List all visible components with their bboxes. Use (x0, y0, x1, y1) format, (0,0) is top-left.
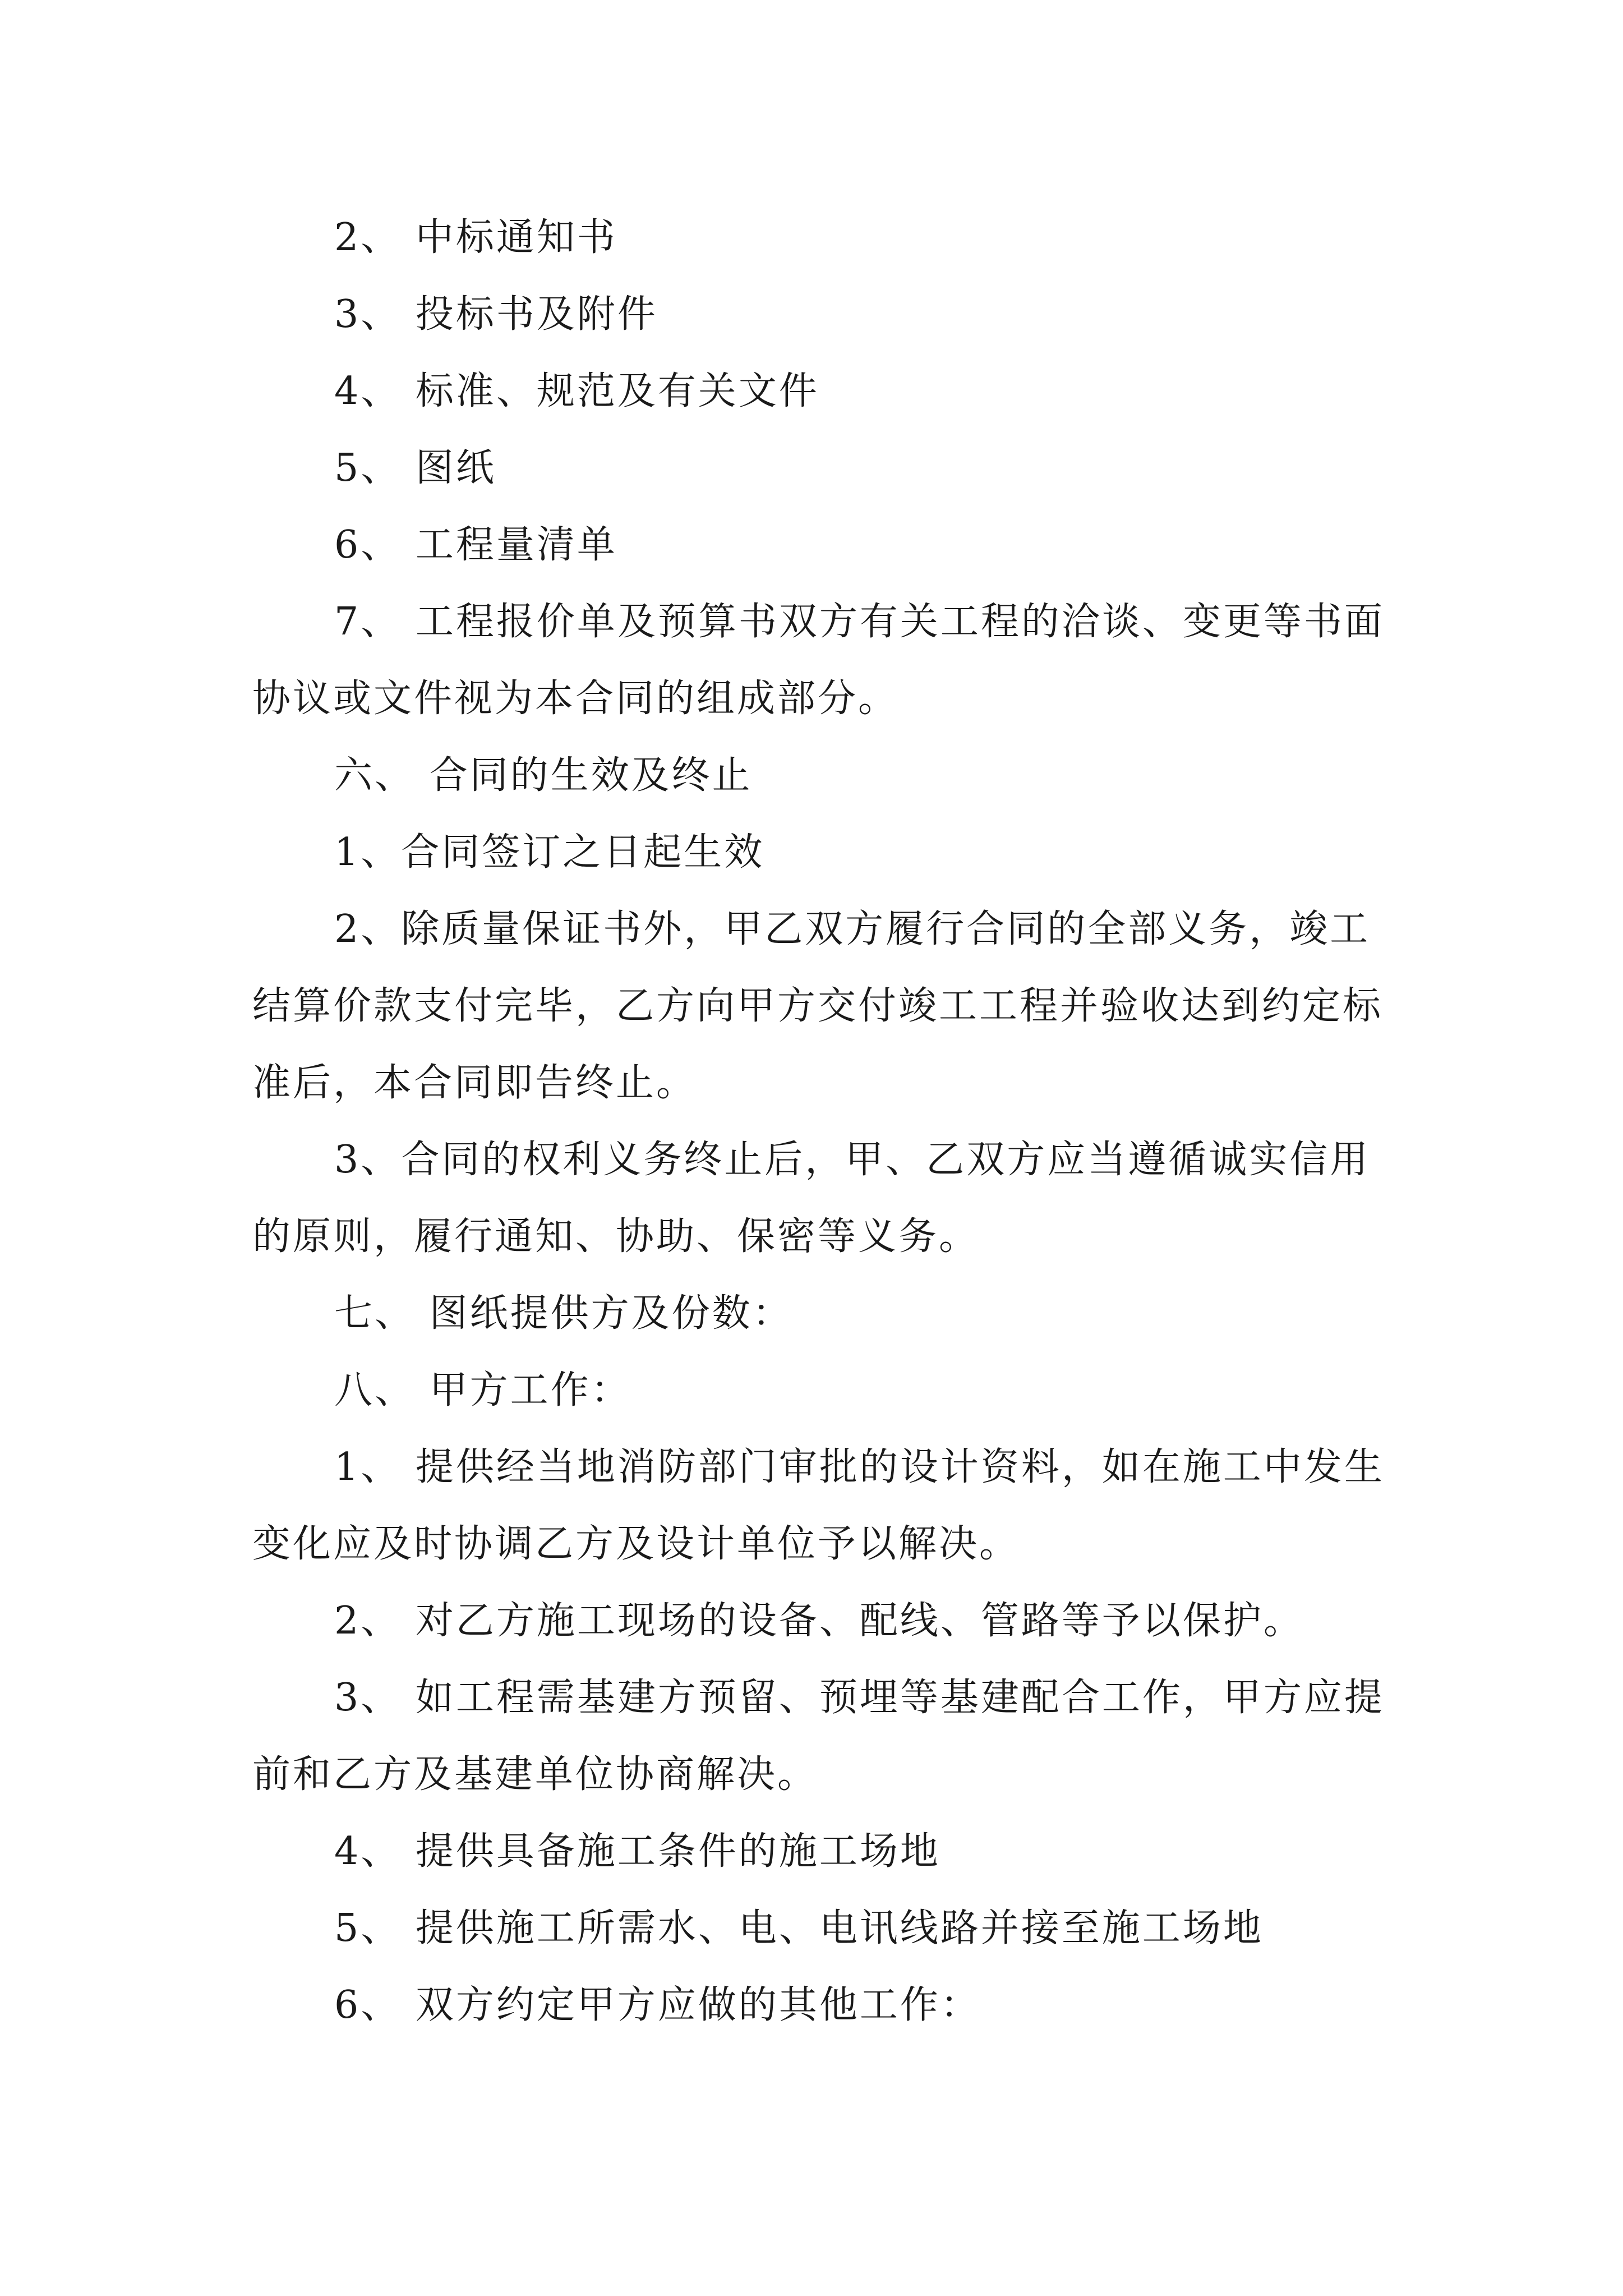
clause-effective-date: 1、合同签订之日起生效 (334, 830, 765, 875)
list-item-bid-documents: 3、 投标书及附件 (334, 292, 658, 337)
section-heading-party-a-work: 八、 甲方工作： (334, 1368, 631, 1412)
clause-post-termination-duties: 3、合同的权利义务终止后，甲、乙双方应当遵循诚实信用的原则，履行通知、协助、保密等义务。 (252, 1138, 1371, 1259)
party-a-item-construction-coordination: 3、 如工程需基建方预留、预埋等基建配合工作，甲方应提前和乙方及基建单位协商解决。 (252, 1676, 1385, 1797)
party-a-item-site: 4、 提供具备施工条件的施工场地 (334, 1829, 940, 1874)
clause-termination: 2、除质量保证书外，甲乙双方履行合同的全部义务，竣工结算价款支付完毕，乙方向甲方交付竣工工程并验收达到约定标准后，本合同即告终止。 (252, 907, 1384, 1105)
section-heading-effect-termination: 六、 合同的生效及终止 (334, 753, 753, 798)
list-item-bill-of-quantities: 6、 工程量清单 (334, 523, 617, 567)
document-body (252, 199, 1396, 2044)
party-a-item-protect-equipment: 2、 对乙方施工现场的设备、配线、管路等予以保护。 (334, 1599, 1304, 1643)
list-item-standards: 4、 标准、规范及有关文件 (334, 369, 819, 413)
list-item-tender-notice: 2、 中标通知书 (334, 215, 617, 260)
section-heading-drawings-supply: 七、 图纸提供方及份数： (334, 1291, 793, 1336)
list-item-drawings: 5、 图纸 (334, 446, 496, 490)
party-a-item-other-work: 6、 双方约定甲方应做的其他工作： (334, 1983, 981, 2027)
list-item-quotation: 7、 工程报价单及预算书双方有关工程的洽谈、变更等书面协议或文件视为本合同的组成部分。 (252, 600, 1385, 721)
party-a-item-design-data: 1、 提供经当地消防部门审批的设计资料，如在施工中发生变化应及时协调乙方及设计单位予以解决。 (252, 1445, 1385, 1566)
party-a-item-utilities: 5、 提供施工所需水、电、电讯线路并接至施工场地 (334, 1906, 1264, 1950)
